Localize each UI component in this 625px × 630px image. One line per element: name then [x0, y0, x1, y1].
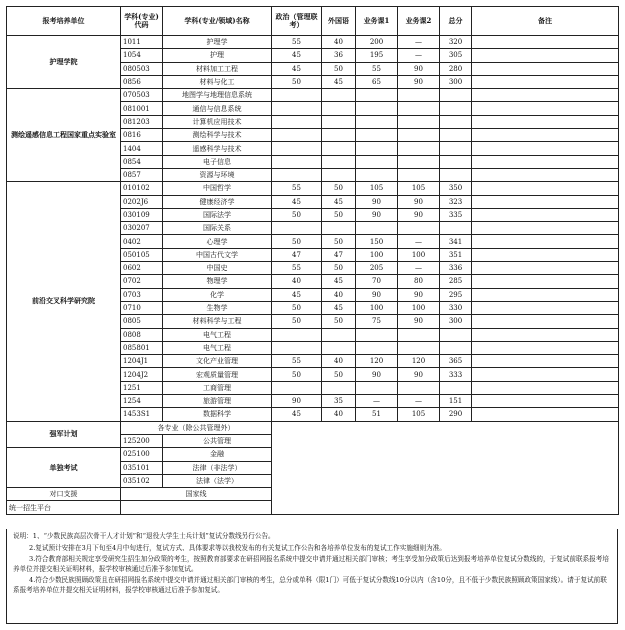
- code-cell: 070503: [121, 89, 163, 102]
- total-cell: 350: [440, 182, 472, 195]
- course1-cell: 120: [356, 355, 398, 368]
- code-cell: 010102: [121, 182, 163, 195]
- remark-cell: [472, 381, 619, 394]
- foreign-cell: [322, 102, 356, 115]
- course1-cell: 195: [356, 49, 398, 62]
- unit-surveying: 测绘遥感信息工程国家重点实验室: [7, 89, 121, 182]
- header-course1: 业务课1: [356, 7, 398, 36]
- code-cell: 081001: [121, 102, 163, 115]
- code-cell: 0816: [121, 129, 163, 142]
- national-line-cell: [272, 421, 619, 514]
- note-4: 4.符合少数民族照顾政策且在研招网报名系统中提交申请并通过相关部门审核的考生，总分或单科（限1门）可低于复试分数线10分以内（含10分，且不低于少数民族照顾政策国家线）。请于复试前联系报考培养单位并提交相关证明材料，报学校审核通过后准予参加复试。: [13, 576, 607, 594]
- unit-nursing: 护理学院: [7, 36, 121, 89]
- remark-cell: [472, 262, 619, 275]
- course2-cell: 105: [398, 182, 440, 195]
- foreign-cell: [322, 341, 356, 354]
- table-row: [7, 89, 619, 102]
- name-cell: 电子信息: [163, 155, 272, 168]
- politics-cell: 50: [272, 315, 322, 328]
- code-cell: 0854: [121, 155, 163, 168]
- remark-cell: [472, 142, 619, 155]
- name-cell: 资源与环境: [163, 168, 272, 181]
- foreign-cell: 40: [322, 355, 356, 368]
- code-cell: 0805: [121, 315, 163, 328]
- course1-cell: [356, 341, 398, 354]
- note-1: 说明：1、“少数民族高层次骨干人才计划”和“退役大学生士兵计划”复试分数线另行公告。: [13, 532, 275, 540]
- foreign-cell: 40: [322, 288, 356, 301]
- course1-cell: 105: [356, 182, 398, 195]
- total-cell: 320: [440, 36, 472, 49]
- foreign-cell: [322, 328, 356, 341]
- remark-cell: [472, 115, 619, 128]
- total-cell: [440, 222, 472, 235]
- politics-cell: 50: [272, 208, 322, 221]
- name-cell: 旅游管理: [163, 395, 272, 408]
- course1-cell: 55: [356, 62, 398, 75]
- course2-cell: [398, 341, 440, 354]
- politics-cell: 47: [272, 248, 322, 261]
- remark-cell: [472, 102, 619, 115]
- name-cell: 通信与信息系统: [163, 102, 272, 115]
- name-cell: 电气工程: [163, 341, 272, 354]
- total-cell: [440, 381, 472, 394]
- remark-cell: [472, 408, 619, 421]
- name-cell: 测绘科学与技术: [163, 129, 272, 142]
- course1-cell: [356, 89, 398, 102]
- foreign-cell: [322, 129, 356, 142]
- foreign-cell: 45: [322, 301, 356, 314]
- politics-cell: 50: [272, 368, 322, 381]
- code-cell: 0703: [121, 288, 163, 301]
- header-total: 总分: [440, 7, 472, 36]
- name-cell: 地图学与地理信息系统: [163, 89, 272, 102]
- name-cell: 健康经济学: [163, 195, 272, 208]
- national-line: 国家线: [121, 488, 272, 501]
- politics-cell: 45: [272, 408, 322, 421]
- course2-cell: [398, 115, 440, 128]
- course1-cell: [356, 168, 398, 181]
- code-cell: 030207: [121, 222, 163, 235]
- remark-cell: [472, 129, 619, 142]
- foreign-cell: [322, 89, 356, 102]
- code-cell: 030109: [121, 208, 163, 221]
- course1-cell: —: [356, 395, 398, 408]
- course1-cell: 90: [356, 288, 398, 301]
- total-cell: 351: [440, 248, 472, 261]
- course1-cell: 200: [356, 36, 398, 49]
- course2-cell: 105: [398, 408, 440, 421]
- total-cell: 341: [440, 235, 472, 248]
- politics-cell: 45: [272, 62, 322, 75]
- foreign-cell: 50: [322, 208, 356, 221]
- foreign-cell: 36: [322, 49, 356, 62]
- course2-cell: 90: [398, 75, 440, 88]
- politics-cell: [272, 142, 322, 155]
- code-cell: 1011: [121, 36, 163, 49]
- notes-section: [6, 529, 618, 624]
- course1-cell: 90: [356, 195, 398, 208]
- remark-cell: [472, 62, 619, 75]
- total-cell: [440, 341, 472, 354]
- course2-cell: —: [398, 235, 440, 248]
- course2-cell: 90: [398, 195, 440, 208]
- course1-cell: 75: [356, 315, 398, 328]
- total-cell: 305: [440, 49, 472, 62]
- header-course2: 业务课2: [398, 7, 440, 36]
- code-cell: 1453S1: [121, 408, 163, 421]
- course2-cell: 90: [398, 315, 440, 328]
- remark-cell: [472, 288, 619, 301]
- course2-cell: [398, 102, 440, 115]
- name-cell: 国际关系: [163, 222, 272, 235]
- politics-cell: [272, 155, 322, 168]
- name-cell: 中国史: [163, 262, 272, 275]
- table-row: [7, 182, 619, 195]
- foreign-cell: 50: [322, 62, 356, 75]
- remark-cell: [472, 368, 619, 381]
- unit-frontier: 前沿交叉科学研究院: [7, 182, 121, 421]
- name-cell: 文化产业管理: [163, 355, 272, 368]
- code-cell: 050105: [121, 248, 163, 261]
- course1-cell: [356, 222, 398, 235]
- remark-cell: [472, 315, 619, 328]
- name-cell: 电气工程: [163, 328, 272, 341]
- header-row: [7, 7, 619, 36]
- code-cell: 1251: [121, 381, 163, 394]
- remark-cell: [472, 248, 619, 261]
- code-cell: 0857: [121, 168, 163, 181]
- politics-cell: 50: [272, 235, 322, 248]
- header-name: 学科(专业/领域)名称: [163, 7, 272, 36]
- foreign-cell: [322, 381, 356, 394]
- name-cell: 计算机应用技术: [163, 115, 272, 128]
- code-cell: 081203: [121, 115, 163, 128]
- total-cell: 323: [440, 195, 472, 208]
- remark-cell: [472, 355, 619, 368]
- name-cell: 物理学: [163, 275, 272, 288]
- remark-cell: [472, 168, 619, 181]
- total-cell: [440, 155, 472, 168]
- unit-unified: 统一招生平台: [7, 501, 121, 514]
- course2-cell: 120: [398, 355, 440, 368]
- politics-cell: [272, 102, 322, 115]
- code-cell: 0602: [121, 262, 163, 275]
- politics-cell: [272, 168, 322, 181]
- politics-cell: [272, 328, 322, 341]
- course2-cell: 80: [398, 275, 440, 288]
- code-cell: 1054: [121, 49, 163, 62]
- code-cell: 1404: [121, 142, 163, 155]
- code-cell: 125200: [121, 434, 163, 447]
- politics-cell: [272, 341, 322, 354]
- name-cell: 遥感科学与技术: [163, 142, 272, 155]
- unit-strong: 强军计划: [7, 421, 121, 448]
- code-cell: 0808: [121, 328, 163, 341]
- course2-cell: 100: [398, 248, 440, 261]
- course1-cell: [356, 155, 398, 168]
- header-politics: 政治（管理联考）: [272, 7, 322, 36]
- politics-cell: 90: [272, 395, 322, 408]
- name-cell: 法律（非法学）: [163, 461, 272, 474]
- foreign-cell: [322, 168, 356, 181]
- header-code: 学科(专业)代码: [121, 7, 163, 36]
- total-cell: 280: [440, 62, 472, 75]
- remark-cell: [472, 395, 619, 408]
- course1-cell: 70: [356, 275, 398, 288]
- name-cell: 护理学: [163, 36, 272, 49]
- course1-cell: [356, 115, 398, 128]
- unit-support: 对口支援: [7, 488, 121, 501]
- course1-cell: [356, 102, 398, 115]
- total-cell: 290: [440, 408, 472, 421]
- course2-cell: 90: [398, 208, 440, 221]
- remark-cell: [472, 195, 619, 208]
- remark-cell: [472, 341, 619, 354]
- politics-cell: [272, 381, 322, 394]
- remark-cell: [472, 208, 619, 221]
- name-cell: 中国古代文学: [163, 248, 272, 261]
- total-cell: [440, 142, 472, 155]
- course1-cell: 90: [356, 208, 398, 221]
- foreign-cell: 50: [322, 262, 356, 275]
- name-cell: 材料加工工程: [163, 62, 272, 75]
- remark-cell: [472, 301, 619, 314]
- course1-cell: [356, 129, 398, 142]
- course2-cell: —: [398, 36, 440, 49]
- foreign-cell: 45: [322, 195, 356, 208]
- politics-cell: [272, 129, 322, 142]
- name-cell: 中国哲学: [163, 182, 272, 195]
- foreign-cell: 50: [322, 368, 356, 381]
- code-cell: 1204J2: [121, 368, 163, 381]
- course1-cell: [356, 328, 398, 341]
- foreign-cell: 50: [322, 182, 356, 195]
- course1-cell: 65: [356, 75, 398, 88]
- unit-single: 单独考试: [7, 448, 121, 488]
- name-cell: 化学: [163, 288, 272, 301]
- politics-cell: 55: [272, 355, 322, 368]
- course2-cell: [398, 222, 440, 235]
- course1-cell: 100: [356, 301, 398, 314]
- total-cell: [440, 102, 472, 115]
- name-cell: 生物学: [163, 301, 272, 314]
- name-cell: 国际法学: [163, 208, 272, 221]
- course1-cell: 150: [356, 235, 398, 248]
- code-cell: 0702: [121, 275, 163, 288]
- total-cell: [440, 328, 472, 341]
- politics-cell: [272, 115, 322, 128]
- remark-cell: [472, 89, 619, 102]
- course2-cell: [398, 89, 440, 102]
- code-cell: 085801: [121, 341, 163, 354]
- name-cell: 法律（法学）: [163, 474, 272, 487]
- total-cell: [440, 129, 472, 142]
- foreign-cell: 35: [322, 395, 356, 408]
- total-cell: [440, 115, 472, 128]
- course2-cell: [398, 155, 440, 168]
- total-cell: 300: [440, 75, 472, 88]
- empty-cell: [121, 501, 272, 514]
- note-2: 2.复试预计安排在3月下旬至4月中旬进行，复试方式、具体要求等以我校发布的有关复试工作公告和各培养单位发布的复试工作实施细则为准。: [29, 543, 446, 552]
- course2-cell: [398, 168, 440, 181]
- foreign-cell: 40: [322, 408, 356, 421]
- course1-cell: 90: [356, 368, 398, 381]
- course2-cell: [398, 142, 440, 155]
- remark-cell: [472, 182, 619, 195]
- foreign-cell: [322, 155, 356, 168]
- header-unit: 报考培养单位: [7, 7, 121, 36]
- course1-cell: 205: [356, 262, 398, 275]
- politics-cell: 55: [272, 262, 322, 275]
- code-cell: 0402: [121, 235, 163, 248]
- total-cell: 285: [440, 275, 472, 288]
- name-cell: 宏观质量管理: [163, 368, 272, 381]
- name-cell: 心理学: [163, 235, 272, 248]
- code-cell: 080503: [121, 62, 163, 75]
- course2-cell: 90: [398, 288, 440, 301]
- code-cell: 1254: [121, 395, 163, 408]
- name-cell: 工商管理: [163, 381, 272, 394]
- course1-cell: 51: [356, 408, 398, 421]
- course2-cell: 90: [398, 368, 440, 381]
- total-cell: 365: [440, 355, 472, 368]
- politics-cell: 40: [272, 275, 322, 288]
- total-cell: [440, 89, 472, 102]
- name-cell: 材料与化工: [163, 75, 272, 88]
- code-cell: 0856: [121, 75, 163, 88]
- politics-cell: [272, 89, 322, 102]
- total-cell: 151: [440, 395, 472, 408]
- politics-cell: 50: [272, 301, 322, 314]
- remark-cell: [472, 75, 619, 88]
- politics-cell: 45: [272, 288, 322, 301]
- code-cell: 035102: [121, 474, 163, 487]
- politics-cell: 55: [272, 182, 322, 195]
- table-row: [7, 36, 619, 49]
- foreign-cell: 45: [322, 275, 356, 288]
- total-cell: 333: [440, 368, 472, 381]
- score-table: [6, 6, 619, 515]
- total-cell: 300: [440, 315, 472, 328]
- code-cell: 035101: [121, 461, 163, 474]
- name-cell: 金融: [163, 448, 272, 461]
- politics-cell: 45: [272, 195, 322, 208]
- code-cell: 各专业（除公共管理外）: [121, 421, 272, 434]
- code-cell: 025100: [121, 448, 163, 461]
- name-cell: 数据科学: [163, 408, 272, 421]
- name-cell: 公共管理: [163, 434, 272, 447]
- total-cell: 335: [440, 208, 472, 221]
- header-foreign: 外国语: [322, 7, 356, 36]
- course2-cell: [398, 129, 440, 142]
- course1-cell: [356, 381, 398, 394]
- total-cell: [440, 168, 472, 181]
- remark-cell: [472, 328, 619, 341]
- code-cell: 0202J6: [121, 195, 163, 208]
- course2-cell: —: [398, 395, 440, 408]
- foreign-cell: 50: [322, 315, 356, 328]
- header-remark: 备注: [472, 7, 619, 36]
- total-cell: 295: [440, 288, 472, 301]
- course2-cell: [398, 328, 440, 341]
- code-cell: 1204J1: [121, 355, 163, 368]
- course2-cell: [398, 381, 440, 394]
- table-row: [7, 421, 619, 434]
- course2-cell: —: [398, 49, 440, 62]
- foreign-cell: 47: [322, 248, 356, 261]
- foreign-cell: [322, 222, 356, 235]
- course1-cell: 100: [356, 248, 398, 261]
- remark-cell: [472, 155, 619, 168]
- politics-cell: 45: [272, 49, 322, 62]
- foreign-cell: 40: [322, 36, 356, 49]
- remark-cell: [472, 275, 619, 288]
- politics-cell: [272, 222, 322, 235]
- politics-cell: 50: [272, 75, 322, 88]
- name-cell: 护理: [163, 49, 272, 62]
- name-cell: 材料科学与工程: [163, 315, 272, 328]
- course2-cell: —: [398, 262, 440, 275]
- remark-cell: [472, 235, 619, 248]
- foreign-cell: 45: [322, 75, 356, 88]
- remark-cell: [472, 222, 619, 235]
- foreign-cell: [322, 142, 356, 155]
- total-cell: 330: [440, 301, 472, 314]
- code-cell: 0710: [121, 301, 163, 314]
- course1-cell: [356, 142, 398, 155]
- note-3: 3.符合教育部相关规定享受研究生招生加分政策的考生，按照教育部要求在研招网报名系统中提交申请并通过相关部门审核；考生享受加分政策后达到报考培养单位复试分数线的，于复试前联系报考培养单位并提交相关证明材料，报学校审核通过后准予参加复试。: [13, 555, 609, 573]
- total-cell: 336: [440, 262, 472, 275]
- foreign-cell: 50: [322, 235, 356, 248]
- course2-cell: 100: [398, 301, 440, 314]
- remark-cell: [472, 49, 619, 62]
- foreign-cell: [322, 115, 356, 128]
- course2-cell: 90: [398, 62, 440, 75]
- remark-cell: [472, 36, 619, 49]
- politics-cell: 55: [272, 36, 322, 49]
